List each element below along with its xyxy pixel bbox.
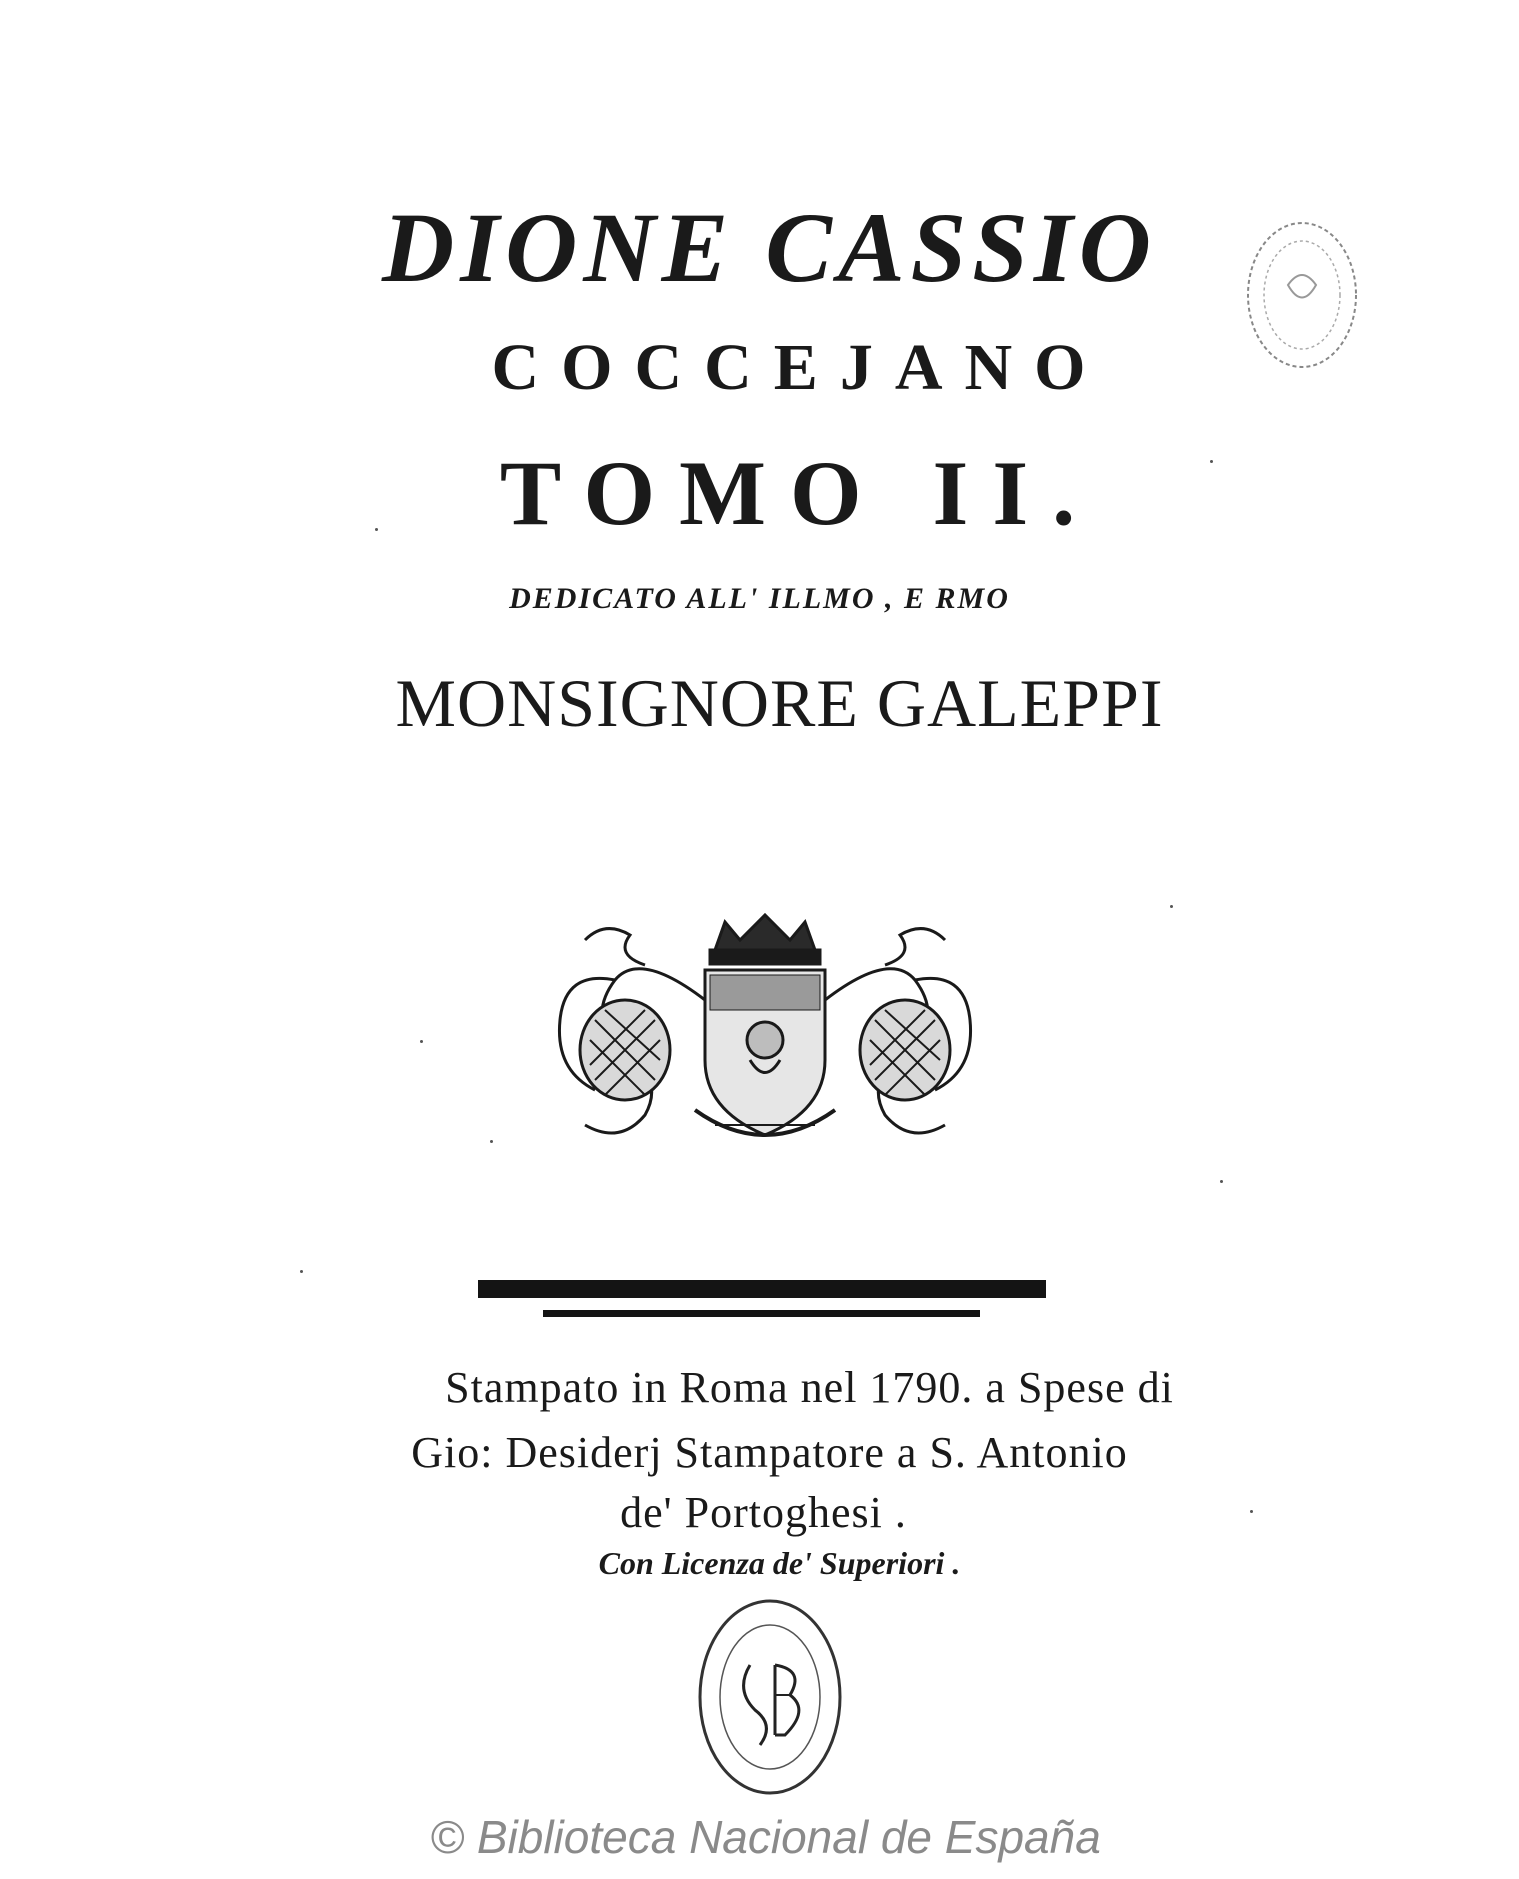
scan-speck (300, 1270, 303, 1273)
divider-rule-thick (478, 1280, 1046, 1298)
library-monogram-stamp-icon (695, 1595, 845, 1800)
scan-speck (375, 528, 378, 531)
imprint-line-1: Stampato in Roma nel 1790. a Spese di (445, 1363, 1174, 1412)
library-stamp-icon (1243, 215, 1361, 375)
imprint-line-3: de' Portoghesi . (620, 1488, 907, 1537)
scan-speck (420, 1040, 423, 1043)
scan-speck (490, 1140, 493, 1143)
imprint-line-2: Gio: Desiderj Stampatore a S. Antonio (411, 1428, 1128, 1477)
copyright-footer: © Biblioteca Nacional de España (430, 1811, 1101, 1863)
coat-of-arms-icon (545, 910, 985, 1160)
scan-speck (1170, 905, 1173, 908)
scan-speck (1210, 460, 1213, 463)
dedication-line: DEDICATO ALL' ILLMO , E RMO (509, 582, 1010, 615)
license-line: Con Licenza de' Superiori . (598, 1545, 961, 1581)
title-author: DIONE CASSIO (381, 192, 1158, 303)
scan-speck (1250, 1510, 1253, 1513)
divider-rule-thin (543, 1310, 980, 1317)
title-author-surname: COCCEJANO (491, 331, 1108, 404)
title-volume: TOMO II. (499, 442, 1100, 544)
scan-speck (1220, 1180, 1223, 1183)
dedicatee-name: MONSIGNORE GALEPPI (395, 665, 1164, 741)
